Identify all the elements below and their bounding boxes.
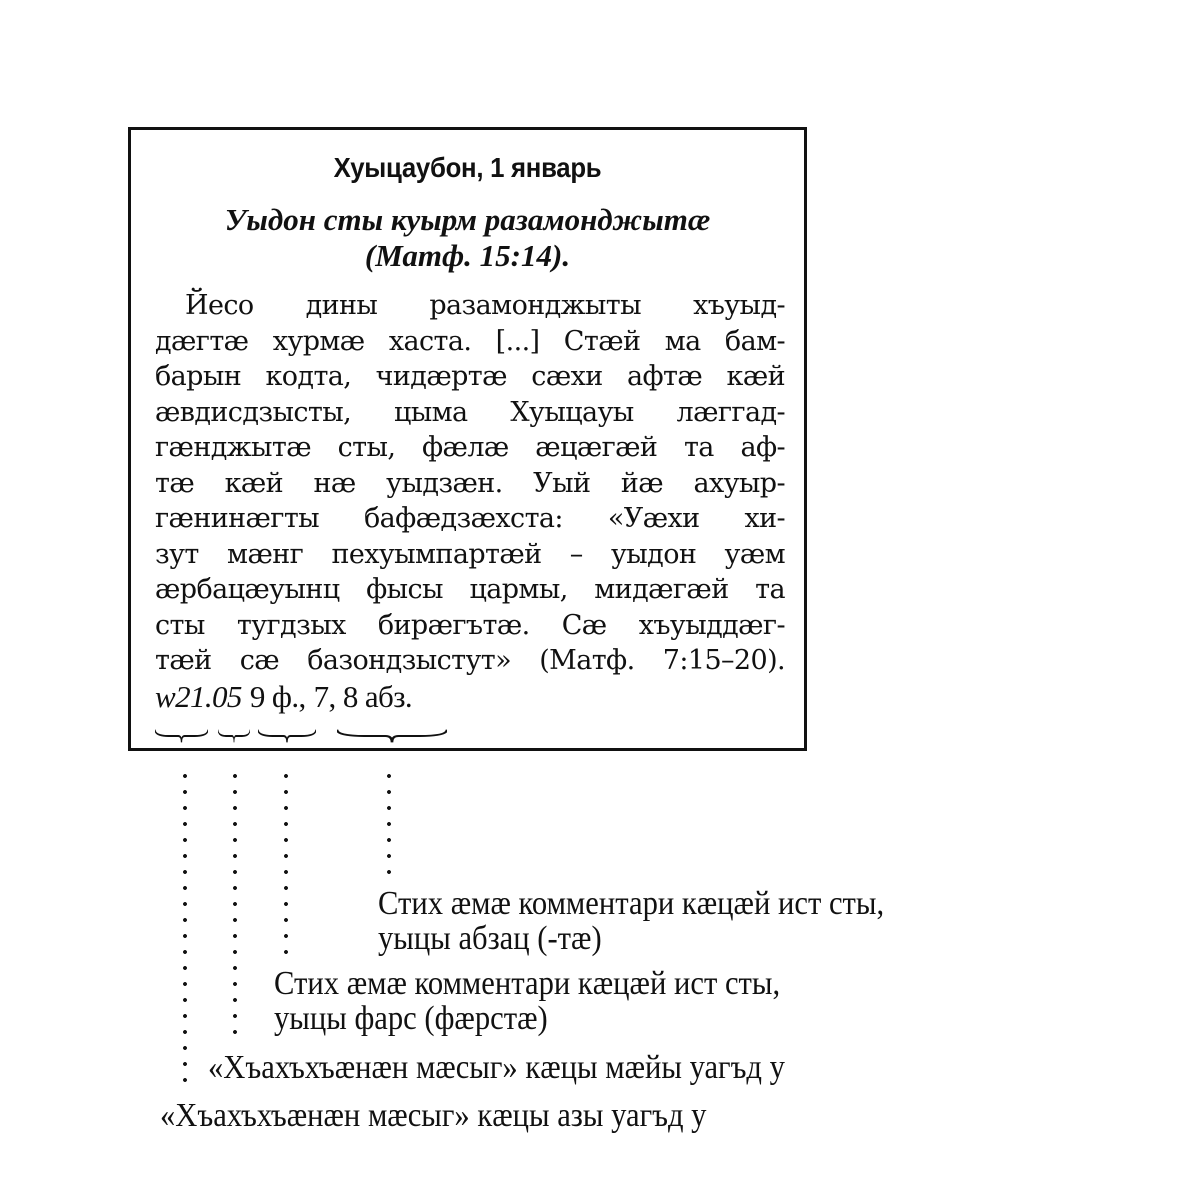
brace-page <box>258 728 316 744</box>
leader-line-page <box>284 768 288 960</box>
annotation-line: «Хъахъхъæнæн мæсыг» кæцы мæйы уагъд у <box>208 1049 785 1086</box>
body-line: тæ кæй нæ уыдзæн. Уый йæ ахуыр- <box>155 467 785 499</box>
commentary-body <box>155 288 785 714</box>
paragraph-numbers: 7, 8 абз. <box>313 678 413 714</box>
date-heading: Хуыцаубон, 1 январь <box>333 152 602 183</box>
page-number: 9 ф., <box>249 678 306 714</box>
body-line: гæнинæгты бафæдзæхста: «Уæхи хи- <box>155 503 785 534</box>
scripture-reference: (Матф. 15:14). <box>364 238 571 273</box>
annotation-line: Стих æмæ комментари кæцæй ист сты, <box>274 965 781 1002</box>
scripture-quote <box>131 202 804 274</box>
annotation-paragraphs <box>378 886 884 956</box>
body-line: æрбацæуынц фысы цармы, мидæгæй та <box>155 574 785 605</box>
publication-code: w21.05 <box>155 678 242 714</box>
annotation-line: «Хъахъхъæнæн мæсыг» кæцы азы уагъд у <box>160 1097 707 1134</box>
annotation-line: уыцы абзац (-тæ) <box>378 920 602 957</box>
body-line: æвдисдзысты, цыма Хуыцауы лæггад- <box>155 396 785 428</box>
body-line: барын кодта, чидæртæ сæхи афтæ кæй <box>155 361 785 392</box>
annotation-line: Стих æмæ комментари кæцæй ист сты, <box>378 885 885 922</box>
brace-publication-month <box>218 728 250 744</box>
scripture-line: Уыдон сты куырм разамонджытæ <box>224 202 711 237</box>
annotation-page <box>274 966 780 1036</box>
body-line: дæгтæ хурмæ хаста. [...] Стæй ма бам- <box>155 325 785 357</box>
annotation-line: уыцы фарс (фæрстæ) <box>274 1000 548 1037</box>
daily-text-card <box>128 127 807 751</box>
body-line: Йесо дины разамонджыты хъуыд- <box>185 290 785 321</box>
source-reference <box>155 679 785 715</box>
leader-line-year <box>183 768 187 1088</box>
leader-line-paragraphs <box>387 768 391 880</box>
body-line: сты тугдзых бирæгътæ. Сæ хъуыддæг- <box>155 609 785 641</box>
leader-line-month <box>233 768 237 1040</box>
body-line: зут мæнг пехуымпартæй – уыдон уæм <box>155 538 785 570</box>
annotation-year <box>160 1098 706 1133</box>
annotation-month <box>208 1050 785 1085</box>
brace-paragraphs <box>337 728 447 744</box>
brace-publication-year <box>155 728 208 744</box>
body-line: тæй сæ базондзыстут» (Матф. 7:15–20). <box>155 645 785 676</box>
body-line: гæнджытæ сты, фæлæ æцæгæй та аф- <box>155 432 785 463</box>
